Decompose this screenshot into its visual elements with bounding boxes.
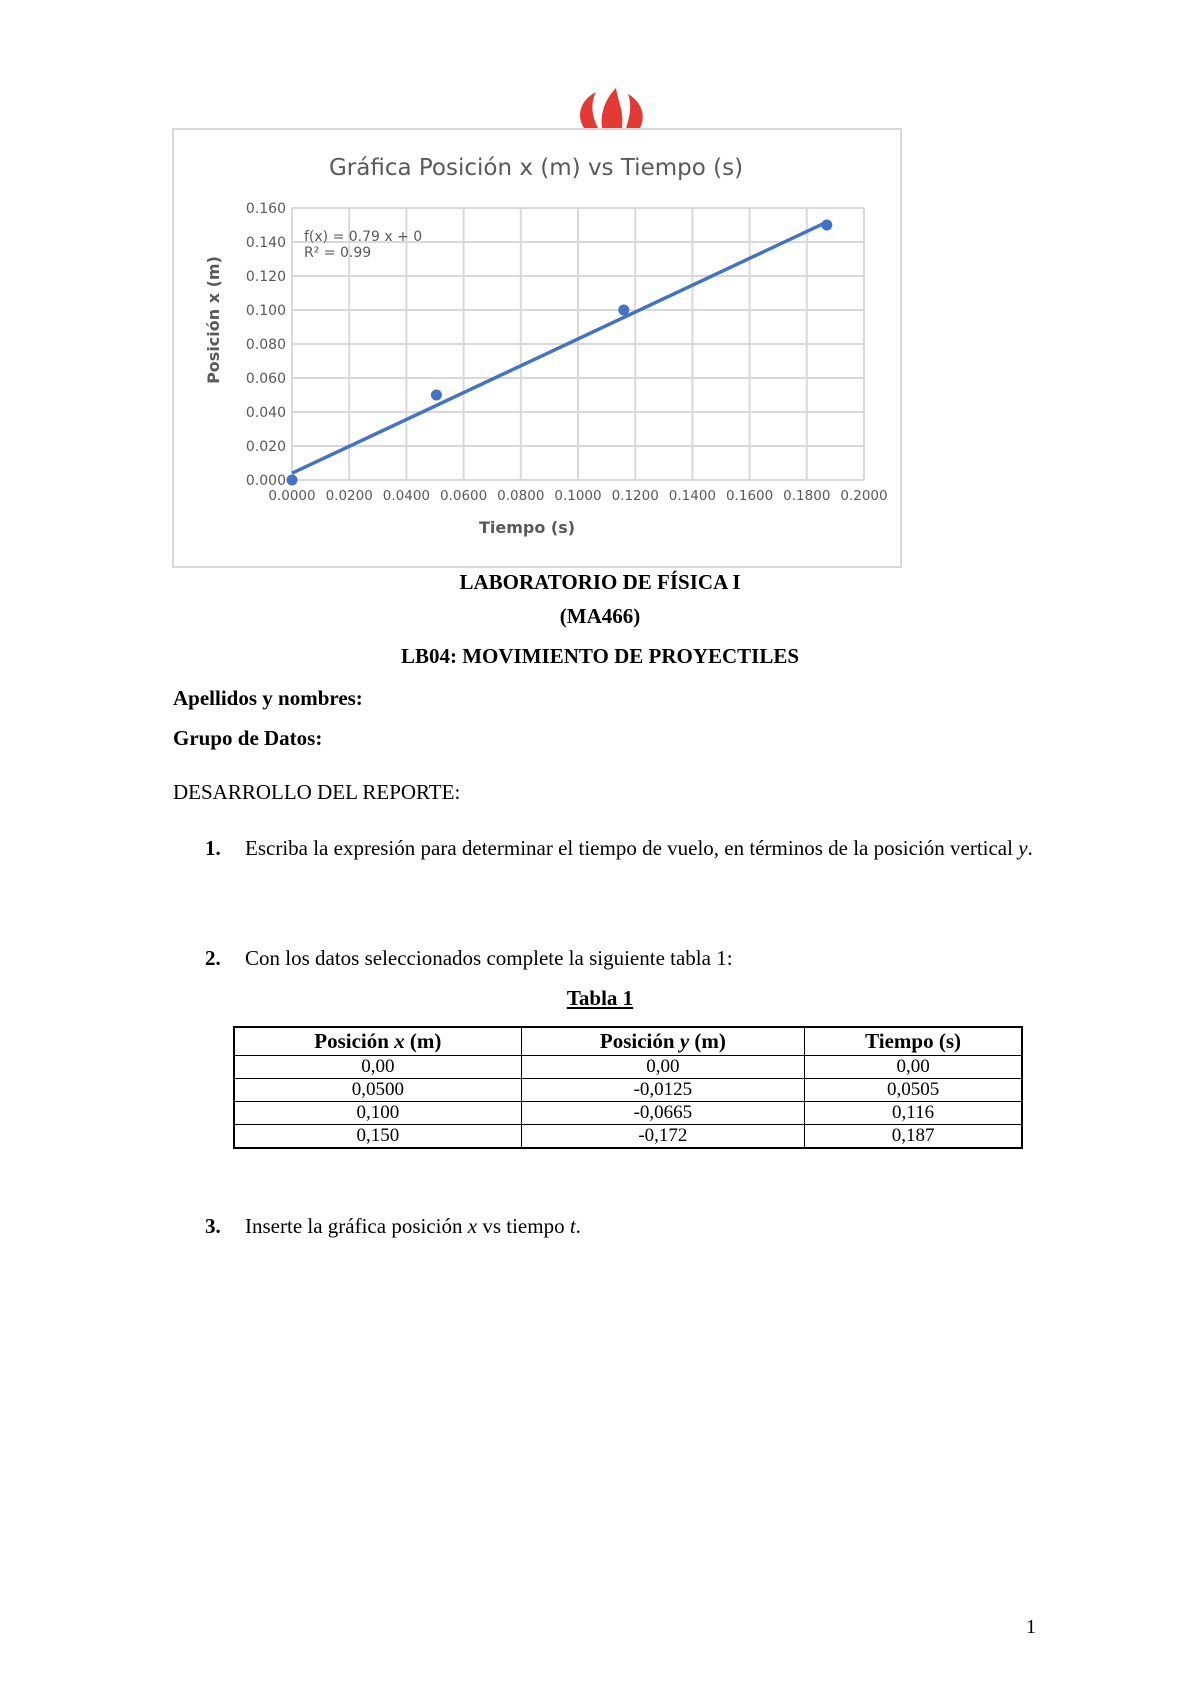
table-cell: 0,00	[521, 1056, 804, 1079]
y-tick-label: 0.140	[245, 235, 286, 251]
question-number: 3.	[205, 1214, 221, 1238]
upc-flame-logo-icon	[566, 88, 656, 128]
data-table	[233, 1026, 1023, 1149]
question-variable: t	[569, 1214, 576, 1238]
x-tick-label: 0.1200	[611, 488, 659, 504]
trendline	[292, 222, 827, 473]
x-tick-label: 0.1600	[725, 488, 774, 504]
table-cell: 0,100	[234, 1102, 521, 1125]
question-variable: x	[467, 1214, 478, 1238]
table-header-row	[234, 1027, 1022, 1056]
data-point	[287, 475, 298, 486]
question-text: Con los datos seleccionados complete la siguiente tabla 1:	[245, 946, 733, 970]
question-3	[205, 1212, 1035, 1241]
question-2	[205, 944, 1035, 973]
question-text: vs tiempo	[477, 1214, 570, 1238]
header-unit: (m)	[689, 1029, 726, 1053]
lab-name: LB04: MOVIMIENTO DE PROYECTILES	[400, 644, 800, 668]
header-text: Tiempo (s)	[865, 1029, 961, 1053]
y-tick-label: 0.080	[245, 337, 286, 353]
header-text: Posición	[599, 1029, 680, 1053]
table-cell: 0,0505	[805, 1079, 1022, 1102]
header-unit: (m)	[404, 1029, 442, 1053]
table-header-cell	[234, 1027, 521, 1056]
lab-title: LABORATORIO DE FÍSICA I	[459, 570, 741, 594]
y-tick-label: 0.000	[245, 473, 286, 489]
table-header-cell	[521, 1027, 804, 1056]
question-end: .	[1027, 836, 1033, 860]
chart-y-axis-label: Posición x (m)	[204, 256, 223, 384]
y-tick-label: 0.100	[245, 303, 286, 319]
y-tick-label: 0.060	[245, 371, 286, 387]
question-text: Inserte la gráfica posición	[245, 1214, 468, 1238]
question-text: Escriba la expresión para determinar el tiempo de vuelo, en términos de la posición vertical	[245, 836, 1019, 860]
x-tick-label: 0.0000	[268, 488, 316, 504]
trendline-r-squared: R² = 0.99	[304, 245, 372, 261]
course-code: (MA466)	[559, 604, 641, 628]
question-1	[205, 834, 1035, 863]
chart-title: Gráfica Posición x (m) vs Tiempo (s)	[328, 155, 744, 181]
table-title: Tabla 1	[566, 986, 634, 1010]
trendline-equation: f(x) = 0.79 x + 0	[304, 229, 423, 245]
header-variable: y	[679, 1029, 690, 1053]
position-time-chart	[174, 130, 900, 566]
x-tick-label: 0.0600	[439, 488, 488, 504]
x-tick-label: 0.1000	[554, 488, 602, 504]
y-tick-label: 0.040	[245, 405, 286, 421]
table-header-cell	[805, 1027, 1022, 1056]
table-row	[234, 1079, 1022, 1102]
question-number: 1.	[205, 836, 221, 860]
question-end: .	[575, 1214, 581, 1238]
table-cell: -0,172	[521, 1125, 804, 1149]
table-row	[234, 1102, 1022, 1125]
table-cell: 0,00	[805, 1056, 1022, 1079]
data-point	[618, 305, 629, 316]
x-tick-label: 0.0200	[325, 488, 373, 504]
chart-x-axis-label: Tiempo (s)	[478, 518, 576, 537]
question-variable: y	[1018, 836, 1028, 860]
y-tick-label: 0.020	[245, 439, 286, 455]
table-cell: 0,187	[805, 1125, 1022, 1149]
report-heading: DESARROLLO DEL REPORTE:	[173, 780, 461, 804]
table-cell: 0,0500	[234, 1079, 521, 1102]
chart-grid	[292, 208, 864, 480]
group-label: Grupo de Datos:	[173, 726, 323, 750]
data-point	[431, 390, 442, 401]
table-cell: 0,116	[805, 1102, 1022, 1125]
table-cell: 0,150	[234, 1125, 521, 1149]
table-cell: -0,0665	[521, 1102, 804, 1125]
y-tick-label: 0.120	[245, 269, 286, 285]
page-number: 1	[1026, 1616, 1036, 1638]
chart-frame	[172, 128, 902, 568]
table-cell: 0,00	[234, 1056, 521, 1079]
question-number: 2.	[205, 946, 221, 970]
data-point	[821, 220, 832, 231]
x-tick-label: 0.1800	[783, 488, 831, 504]
table-row	[234, 1125, 1022, 1149]
y-tick-label: 0.160	[245, 201, 286, 217]
x-tick-label: 0.2000	[840, 488, 888, 504]
header-text: Posición	[314, 1029, 395, 1053]
x-tick-label: 0.0400	[382, 488, 431, 504]
header-variable: x	[394, 1029, 405, 1053]
table-cell: -0,0125	[521, 1079, 804, 1102]
table-row	[234, 1056, 1022, 1079]
names-label: Apellidos y nombres:	[173, 686, 363, 710]
x-tick-label: 0.1400	[668, 488, 717, 504]
chart-trendline-group	[292, 222, 827, 473]
x-tick-label: 0.0800	[497, 488, 545, 504]
